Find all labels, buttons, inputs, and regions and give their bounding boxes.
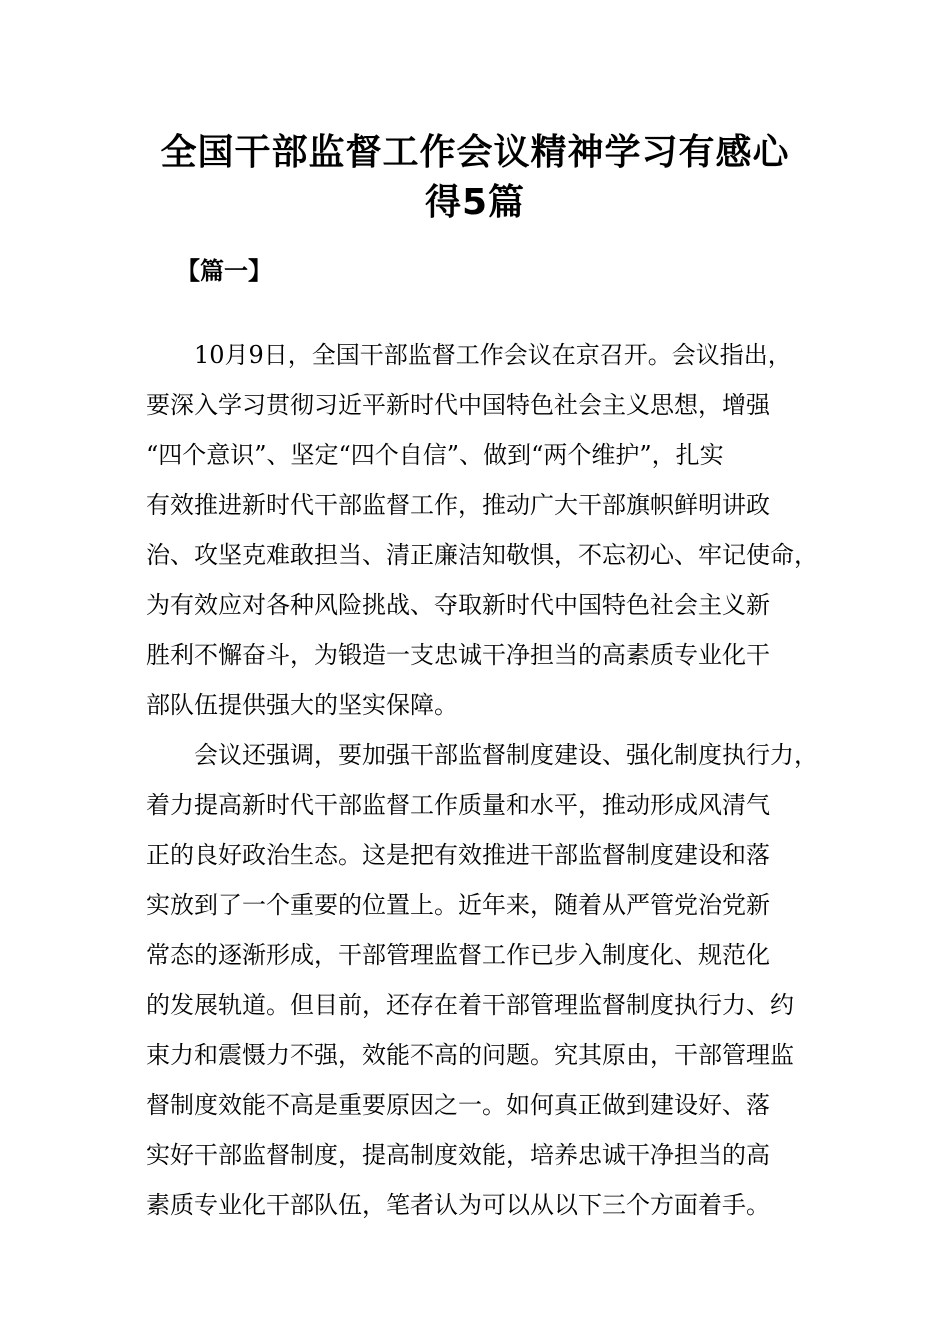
paragraph-line: 的发展轨道。但目前，还存在着干部管理监督制度执行力、约 [146, 991, 794, 1019]
document-body [146, 330, 818, 1230]
paragraph-line: 束力和震慑力不强，效能不高的问题。究其原由，干部管理监 [146, 1041, 794, 1069]
title-line-1: 全国干部监督工作会议精神学习有感心 [160, 132, 790, 173]
paragraph-line: 着力提高新时代干部监督工作质量和水平，推动形成风清气 [146, 791, 770, 819]
document-title [140, 128, 810, 228]
paragraph-line: 治、攻坚克难敢担当、清正廉洁知敬惧，不忘初心、牢记使命， [146, 541, 818, 569]
paragraph-line: 实放到了一个重要的位置上。近年来，随着从严管党治党新 [146, 891, 770, 919]
paragraph-line: 常态的逐渐形成，干部管理监督工作已步入制度化、规范化 [146, 941, 770, 969]
paragraph-line: 素质专业化干部队伍，笔者认为可以从以下三个方面着手。 [146, 1191, 770, 1219]
paragraph-line: 正的良好政治生态。这是把有效推进干部监督制度建设和落 [146, 841, 770, 869]
paragraph-line: 督制度效能不高是重要原因之一。如何真正做到建设好、落 [146, 1091, 770, 1119]
paragraph-line: “四个意识”、坚定“四个自信”、做到“两个维护”，扎实 [146, 441, 724, 469]
paragraph-line: 实好干部监督制度，提高制度效能，培养忠诚干净担当的高 [146, 1141, 770, 1169]
paragraph-line: 会议还强调，要加强干部监督制度建设、强化制度执行力， [194, 741, 818, 769]
paragraph-line: 部队伍提供强大的坚实保障。 [146, 691, 458, 719]
paragraph-1 [146, 330, 818, 730]
paragraph-2 [146, 730, 818, 1230]
paragraph-line: 为有效应对各种风险挑战、夺取新时代中国特色社会主义新 [146, 591, 770, 619]
paragraph-line: 10月9日，全国干部监督工作会议在京召开。会议指出， [194, 341, 792, 369]
paragraph-line: 胜利不懈奋斗，为锻造一支忠诚干净担当的高素质专业化干 [146, 641, 770, 669]
paragraph-line: 要深入学习贯彻习近平新时代中国特色社会主义思想，增强 [146, 391, 770, 419]
paragraph-line: 有效推进新时代干部监督工作，推动广大干部旗帜鲜明讲政 [146, 491, 770, 519]
title-line-2: 得5篇 [424, 182, 526, 223]
section-label: 【篇一】 [176, 256, 272, 285]
